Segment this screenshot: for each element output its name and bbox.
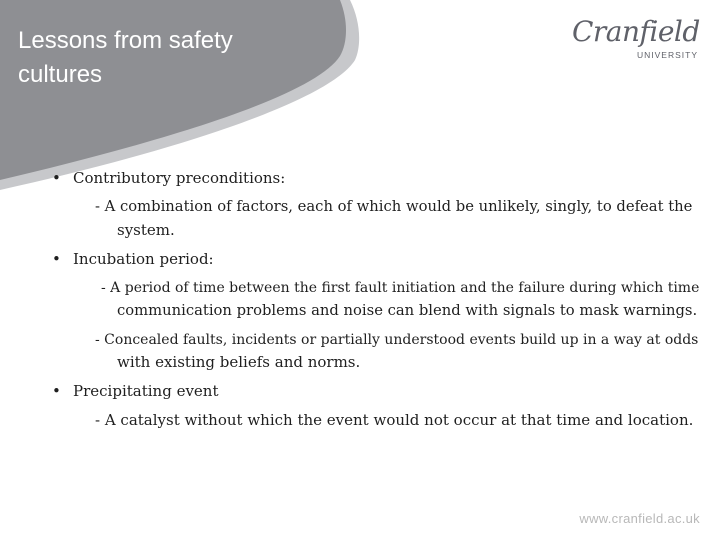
bullet-label: Contributory preconditions:: [73, 169, 286, 187]
logo-subtitle: UNIVERSITY: [636, 50, 698, 60]
sub-item: - Concealed faults, incidents or partially understood events build up in a way at odds: [95, 332, 699, 348]
sub-item: - A combination of factors, each of which would be unlikely, singly, to defeat the: [95, 198, 693, 215]
slide-title: Lessons from safety cultures: [18, 27, 233, 88]
bullet-marker: •: [52, 169, 61, 187]
logo-wordmark: Cranfield: [572, 15, 700, 48]
sub-item-continuation: with existing beliefs and norms.: [117, 353, 361, 371]
sub-item-continuation: system.: [117, 221, 175, 239]
bullet-label: Precipitating event: [73, 382, 219, 400]
sub-item: - A catalyst without which the event would not occur at that time and location.: [95, 411, 694, 429]
bullet-marker: •: [52, 382, 61, 400]
bullet-marker: •: [52, 250, 61, 268]
sub-item: - A period of time between the first fault initiation and the failure during which time: [101, 280, 700, 296]
bullet-label: Incubation period:: [73, 250, 214, 268]
sub-item-continuation: communication problems and noise can blend with signals to mask warnings.: [117, 302, 698, 319]
footer-url: www.cranfield.ac.uk: [579, 511, 700, 526]
